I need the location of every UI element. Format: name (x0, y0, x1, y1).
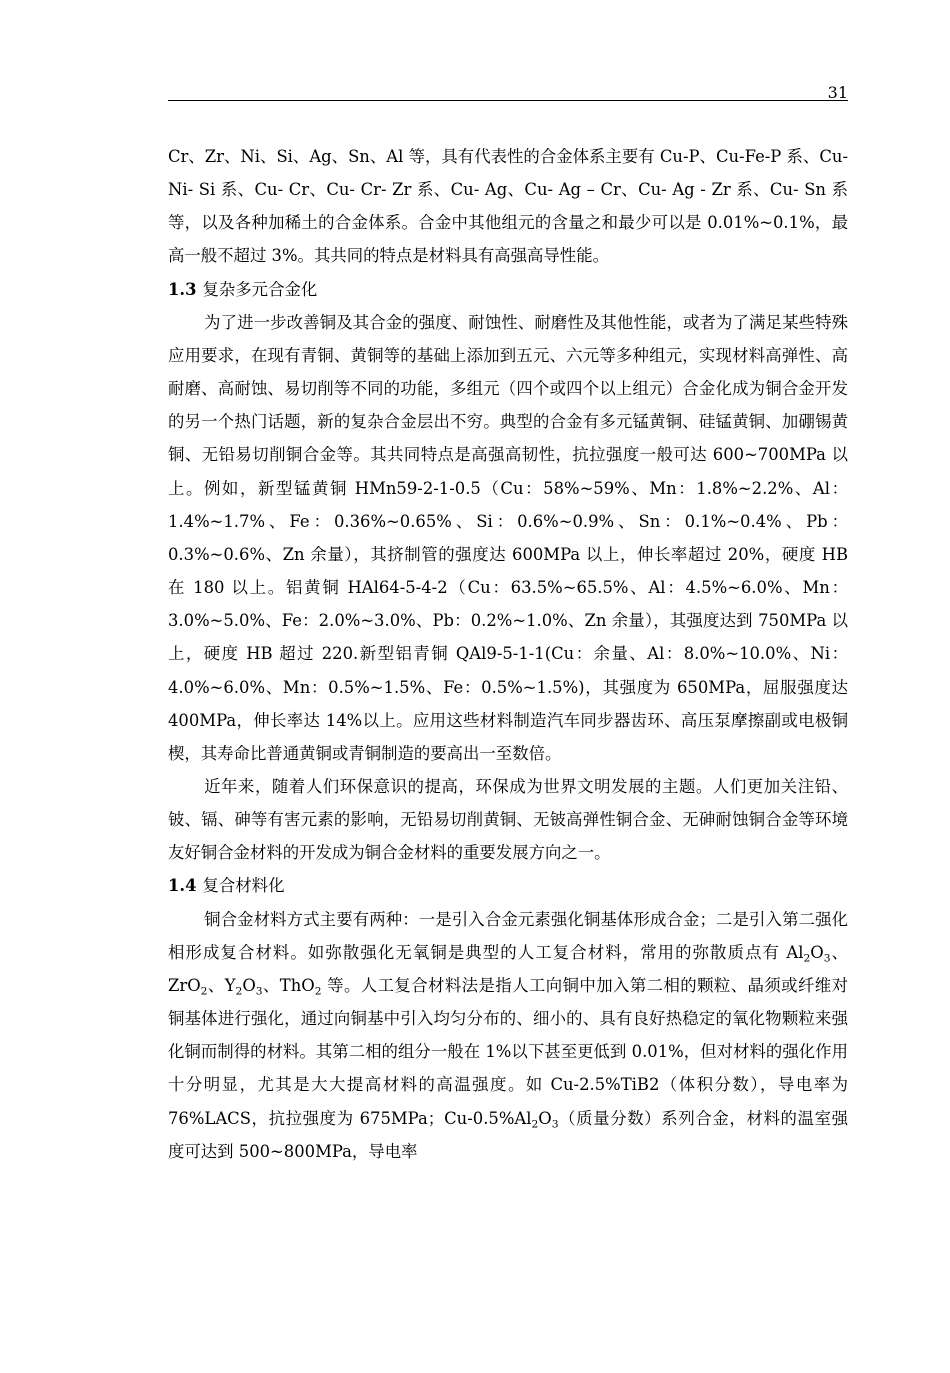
section-title: 复合材料化 (202, 876, 285, 896)
formula-tho2: ThO$_2$ (279, 975, 322, 998)
page-number: 31 (827, 83, 848, 102)
text-run: 铜合金材料方式主要有两种：一是引入合金元素强化铜基体形成合金；二是引入第二强化相形成复合材料。如弥散强化无氧铜是典型的人工复合材料，常用的弥散质点有 (168, 909, 848, 962)
paragraph-environmental: 近年来，随着人们环保意识的提高，环保成为世界文明发展的主题。人们更加关注铅、铍、镉、砷等有害元素的影响，无铅易切削黄铜、无铍高弹性铜合金、无砷耐蚀铜合金等环境友好铜合金材料的开发成为铜合金材料的重要发展方向之一。 (168, 776, 848, 863)
formula-y2o3: $Y_2O_3$ (224, 975, 263, 998)
header-rule (168, 100, 848, 101)
text-run: 等。人工复合材料法是指人工向铜中加入第二相的颗粒、晶须或纤维对铜基体进行强化，通过向铜基中引入均匀分布的、细小的、具有良好热稳定的氧化物颗粒来强化铜而制得的材料。其第二相的组分一般在 1%以下甚至更低到 0.01%，但对材料的强化作用十分明显，尤其是大大提高材料的高温强度。如 Cu-2.5%TiB2（体积分数），导电率为 76%LACS，抗拉强度为 675MPa； (168, 975, 849, 1128)
section-title: 复杂多元合金化 (202, 279, 318, 299)
paragraph-multicomponent-alloying: 为了进一步改善铜及其合金的强度、耐蚀性、耐磨性及其他性能，或者为了满足某些特殊应用要求，在现有青铜、黄铜等的基础上添加到五元、六元等多种组元，实现材料高弹性、高耐磨、高耐蚀、易切削等不同的功能，多组元（四个或四个以上组元）合金化成为铜合金开发的另一个热门话题，新的复杂合金层出不穷。典型的合金有多元锰黄铜、硅锰黄铜、加硼锡黄铜、无铅易切削铜合金等。其共同特点是高强高韧性，抗拉强度一般可达 600~700MPa 以上。例如，新型锰黄铜 HMn59-2-1-0.5（Cu：58%~59%、Mn：1.8%~2.2%、Al：1.4%~1.7%、Fe：0.36%~0.65%、Si：0.6%~0.9%、Sn：0.1%~0.4%、Pb：0.3%~0.6%、Zn 余量），其挤制管的强度达 600MPa 以上，伸长率超过 20%，硬度 HB 在 180 以上。铝黄铜 HAl64-5-4-2（Cu：63.5%~65.5%、Al：4.5%~6.0%、Mn：3.0%~5.0%、Fe：2.0%~3.0%、Pb：0.2%~1.0%、Zn 余量），其强度达到 750MPa 以上，硬度 HB 超过 220.新型铝青铜 QAl9-5-1-1(Cu：余量、Al：8.0%~10.0%、Ni：4.0%~6.0%、Mn：0.5%~1.5%、Fe：0.5%~1.5%)，其强度为 650MPa，屈服强度达 400MPa，伸长率达 14%以上。应用这些材料制造汽车同步器齿环、高压泵摩擦副或电极铜楔，其寿命比普通黄铜或青铜制造的要高出一至数倍。 (168, 312, 848, 763)
paragraph-alloy-systems: Cr、Zr、Ni、Si、Ag、Sn、Al 等，具有代表性的合金体系主要有 Cu-P、Cu-Fe-P 系、Cu- Ni- Si 系、Cu- Cr、Cu- Cr- Zr 系、Cu- Ag、Cu- Ag – Cr、Cu- Ag - Zr 系、Cu- Sn 系等，以及各种加稀土的合金体系。合金中其他组元的含量之和最少可以是 0.01%~0.1%，最高一般不超过 3%。其共同的特点是材料具有高强高导性能。 (168, 147, 848, 266)
formula-al2o3: $Al_2O_3$ (786, 942, 831, 965)
body-text (168, 140, 848, 1168)
formula-cu-al2o3: $Cu-0.5\%Al_2O_3$ (444, 1108, 559, 1131)
paragraph-composite-materials: 铜合金材料方式主要有两种：一是引入合金元素强化铜基体形成合金；二是引入第二强化相形成复合材料。如弥散强化无氧铜是典型的人工复合材料，常用的弥散质点有 $Al_2O_3$、ZrO$_2$、$Y_2O_3$、ThO$_2$ 等。人工复合材料法是指人工向铜中加入第二相的颗粒、晶须或纤维对铜基体进行强化，通过向铜基中引入均匀分布的、细小的、具有良好热稳定的氧化物颗粒来强化铜而制得的材料。其第二相的组分一般在 1%以下甚至更低到 0.01%，但对材料的强化作用十分明显，尤其是大大提高材料的高温强度。如 Cu-2.5%TiB2（体积分数），导电率为 76%LACS，抗拉强度为 675MPa；$Cu-0.5\%Al_2O_3$（质量分数）系列合金，材料的温室强度可达到 500~800MPa，导电率 (168, 909, 849, 1161)
section-number: 1.4 (168, 876, 197, 896)
formula-zro2: ZrO$_2$ (168, 975, 208, 998)
text-run: （质量分数）系列合金，材料的温室强度可达到 500~800MPa，导电率 (168, 1108, 849, 1161)
section-number: 1.3 (168, 279, 197, 299)
section-heading-1-4 (168, 869, 848, 902)
section-heading-1-3 (168, 273, 848, 306)
